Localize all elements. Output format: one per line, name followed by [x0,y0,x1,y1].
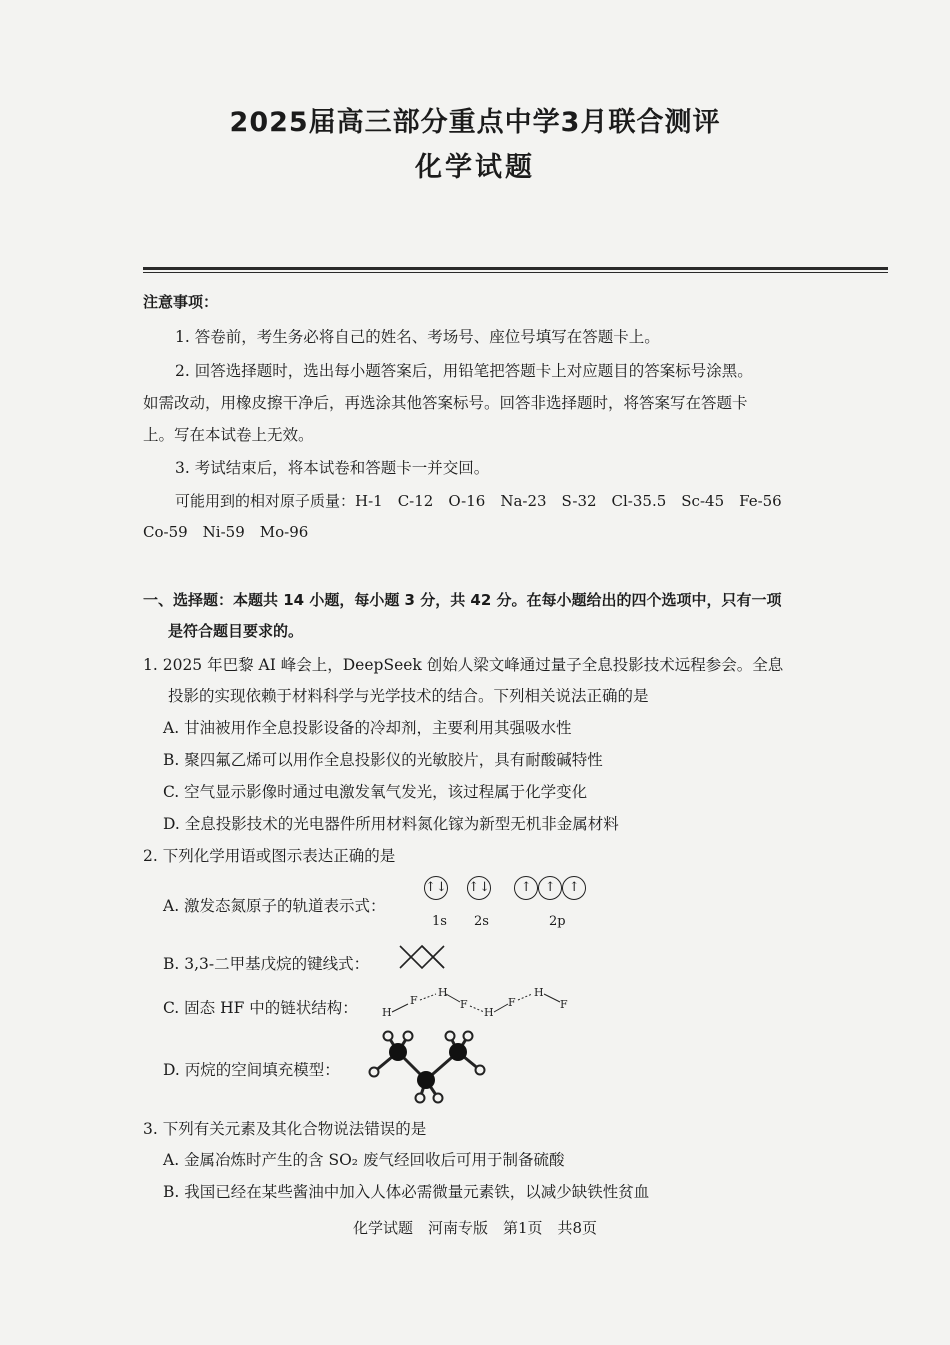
hf-hydrogen-bond [420,994,436,1000]
hydrogen-atom [446,1032,455,1041]
hf-covalent-bond [544,994,560,1002]
hydrogen-atom [464,1032,473,1041]
notice-item-2-line-3: 上。写在本试卷上无效。 [143,426,314,444]
hf-hydrogen-bond [518,994,532,1000]
carbon-atom [389,1043,407,1061]
question-2-stem: 2. 下列化学用语或图示表达正确的是 [143,847,396,865]
atomic-masses-line-2: Co-59 Ni-59 Mo-96 [143,523,309,541]
hf-atom: F [410,994,418,1007]
hf-atom: F [460,998,468,1011]
header-divider-thin [143,272,888,273]
section-heading-line-1: 一、选择题：本题共 14 小题，每小题 3 分，共 42 分。在每小题给出的四个选项中，只有一项 [143,591,782,609]
orbital-2p-2: ↑ [538,876,562,900]
carbon-atom [449,1043,467,1061]
skeletal-formula [396,942,452,980]
hf-covalent-bond [494,1004,508,1012]
page-footer: 化学试题 河南专版 第1页 共8页 [352,1219,598,1237]
atomic-masses-line-1: 可能用到的相对原子质量：H-1 C-12 O-16 Na-23 S-32 Cl-35.5 Sc-45 Fe-56 [175,492,782,510]
exam-title: 2025届高三部分重点中学3月联合测评 [229,107,721,138]
exam-subtitle: 化学试题 [415,152,535,183]
section-heading-line-2: 是符合题目要求的。 [168,622,304,640]
orbital-diagram [424,876,586,900]
hf-hydrogen-bond [470,1006,484,1012]
question-1-stem-line-2: 投影的实现依赖于材料科学与光学技术的结合。下列相关说法正确的是 [168,687,649,705]
orbital-label-2p: 2p [549,914,566,929]
hydrogen-atom [404,1032,413,1041]
notice-heading: 注意事项： [143,293,219,311]
question-1-stem-line-1: 1. 2025 年巴黎 AI 峰会上，DeepSeek 创始人梁文峰通过量子全息投影技术远程参会。全息 [143,656,784,674]
hf-covalent-bond [446,994,460,1002]
hf-atom: H [438,986,448,999]
question-2-option-b: B. 3,3-二甲基戊烷的键线式： [163,955,370,973]
question-3-option-b: B. 我国已经在某些酱油中加入人体必需微量元素铁，以减少缺铁性贫血 [163,1183,650,1201]
question-1-option-c: C. 空气显示影像时通过电激发氧气发光，该过程属于化学变化 [163,783,588,801]
hf-atom: F [560,998,568,1011]
notice-item-2-line-1: 2. 回答选择题时，选出每小题答案后，用铅笔把答题卡上对应题目的答案标号涂黑。 [175,362,753,380]
hf-covalent-bond [392,1004,408,1012]
question-1-option-a: A. 甘油被用作全息投影设备的冷却剂，主要利用其强吸水性 [163,719,572,737]
hydrogen-atom [384,1032,393,1041]
skeletal-bond-upper [400,946,444,968]
notice-item-2-line-2: 如需改动，用橡皮擦干净后，再选涂其他答案标号。回答非选择题时，将答案写在答题卡 [143,394,748,412]
hf-atom: H [534,986,544,999]
orbital-label-2s: 2s [474,914,489,929]
header-divider [143,267,888,270]
hydrogen-atom [416,1094,425,1103]
question-1-option-d: D. 全息投影技术的光电器件所用材料氮化镓为新型无机非金属材料 [163,815,619,833]
orbital-label-1s: 1s [432,914,447,929]
hydrogen-atom [434,1094,443,1103]
notice-item-3: 3. 考试结束后，将本试卷和答题卡一并交回。 [175,459,490,477]
hf-chain-structure [380,986,580,1022]
question-2-option-d: D. 丙烷的空间填充模型： [163,1061,340,1079]
hydrogen-atom [476,1066,485,1075]
orbital-2s: ↑↓ [467,876,491,900]
hydrogen-atom [370,1068,379,1077]
notice-item-1: 1. 答卷前，考生务必将自己的姓名、考场号、座位号填写在答题卡上。 [175,328,660,346]
question-3-stem: 3. 下列有关元素及其化合物说法错误的是 [143,1120,427,1138]
orbital-2p-3: ↑ [562,876,586,900]
question-2-option-a: A. 激发态氮原子的轨道表示式： [163,897,386,915]
hf-atom: H [484,1006,494,1019]
carbon-atom [417,1071,435,1089]
orbital-1s: ↑↓ [424,876,448,900]
propane-space-filling-model [362,1030,492,1106]
hf-atom: H [382,1006,392,1019]
question-2-option-c: C. 固态 HF 中的链状结构： [163,999,358,1017]
question-1-option-b: B. 聚四氟乙烯可以用作全息投影仪的光敏胶片，具有耐酸碱特性 [163,751,603,769]
question-3-option-a: A. 金属冶炼时产生的含 SO₂ 废气经回收后可用于制备硫酸 [163,1151,565,1169]
hf-atom: F [508,996,516,1009]
skeletal-bond-lower [400,946,444,968]
orbital-2p-1: ↑ [514,876,538,900]
